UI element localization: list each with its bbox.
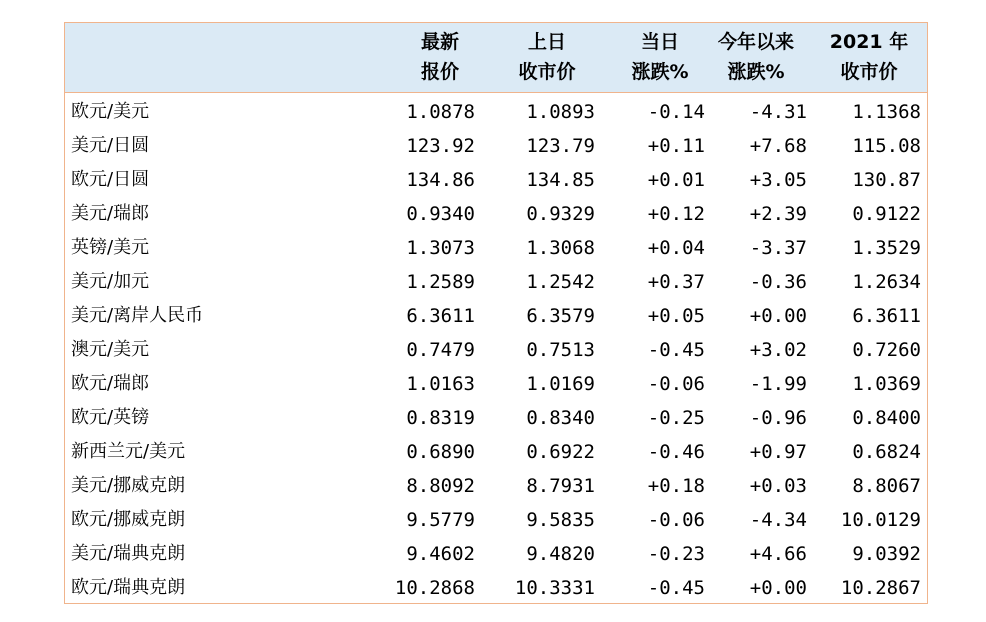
close-2021: 1.0369: [852, 373, 921, 395]
latest-quote: 8.8092: [406, 475, 475, 497]
table-row: [65, 163, 927, 197]
close-2021: 0.6824: [852, 441, 921, 463]
latest-quote: 134.86: [406, 169, 475, 191]
prev-close: 0.9329: [526, 203, 595, 225]
currency-pair: 欧元/美元: [71, 101, 150, 122]
close-2021: 0.7260: [852, 339, 921, 361]
ytd-change: -1.99: [749, 373, 807, 395]
close-2021: 1.1368: [852, 101, 921, 123]
day-change: -0.25: [647, 407, 705, 429]
table-row: [65, 197, 927, 231]
header-line: 收市价: [518, 61, 576, 83]
currency-pair: 美元/加元: [71, 271, 150, 292]
day-change: -0.45: [647, 339, 705, 361]
header-ytd-change: [701, 27, 811, 87]
close-2021: 1.3529: [852, 237, 921, 259]
ytd-change: +0.97: [749, 441, 807, 463]
close-2021: 0.8400: [852, 407, 921, 429]
latest-quote: 1.0878: [406, 101, 475, 123]
header-line: 最新: [420, 31, 459, 53]
day-change: -0.06: [647, 509, 705, 531]
currency-pair: 美元/离岸人民币: [71, 305, 204, 326]
day-change: -0.06: [647, 373, 705, 395]
day-change: +0.18: [647, 475, 705, 497]
close-2021: 130.87: [852, 169, 921, 191]
ytd-change: +4.66: [749, 543, 807, 565]
latest-quote: 9.4602: [406, 543, 475, 565]
currency-pair: 欧元/瑞郎: [71, 373, 150, 394]
ytd-change: +0.03: [749, 475, 807, 497]
table-row: [65, 95, 927, 129]
ytd-change: -0.96: [749, 407, 807, 429]
table-row: [65, 537, 927, 571]
prev-close: 10.3331: [514, 577, 595, 599]
ytd-change: +0.00: [749, 305, 807, 327]
prev-close: 0.6922: [526, 441, 595, 463]
currency-pair: 欧元/日圆: [71, 169, 150, 190]
close-2021: 9.0392: [852, 543, 921, 565]
ytd-change: -0.36: [749, 271, 807, 293]
prev-close: 0.7513: [526, 339, 595, 361]
latest-quote: 1.2589: [406, 271, 475, 293]
header-line: 报价: [420, 61, 459, 83]
currency-pair: 欧元/英镑: [71, 407, 150, 428]
day-change: -0.23: [647, 543, 705, 565]
currency-pair: 英镑/美元: [71, 237, 150, 258]
fx-table: [64, 22, 928, 604]
table-header: [65, 23, 927, 93]
latest-quote: 0.9340: [406, 203, 475, 225]
close-2021: 10.2867: [840, 577, 921, 599]
prev-close: 1.0169: [526, 373, 595, 395]
day-change: +0.37: [647, 271, 705, 293]
header-line: 今年以来: [717, 31, 794, 53]
latest-quote: 0.6890: [406, 441, 475, 463]
day-change: +0.11: [647, 135, 705, 157]
currency-pair: 新西兰元/美元: [71, 441, 186, 462]
header-line: 上日: [527, 31, 566, 53]
table-row: [65, 299, 927, 333]
header-prev-close: [497, 27, 597, 87]
prev-close: 0.8340: [526, 407, 595, 429]
day-change: -0.45: [647, 577, 705, 599]
prev-close: 8.7931: [526, 475, 595, 497]
day-change: +0.12: [647, 203, 705, 225]
day-change: +0.01: [647, 169, 705, 191]
ytd-change: +3.02: [749, 339, 807, 361]
ytd-change: +0.00: [749, 577, 807, 599]
table-row: [65, 367, 927, 401]
header-2021-close: [817, 27, 921, 87]
header-line: 涨跌%: [631, 61, 689, 83]
currency-pair: 欧元/挪威克朗: [71, 509, 186, 530]
latest-quote: 0.7479: [406, 339, 475, 361]
currency-pair: 美元/瑞典克朗: [71, 543, 186, 564]
latest-quote: 123.92: [406, 135, 475, 157]
ytd-change: -4.31: [749, 101, 807, 123]
header-line: 涨跌%: [727, 61, 785, 83]
currency-pair: 欧元/瑞典克朗: [71, 577, 186, 598]
header-line: 2021 年: [829, 31, 909, 53]
header-line: 当日: [640, 31, 679, 53]
table-row: [65, 231, 927, 265]
table-row: [65, 129, 927, 163]
header-day-change: [615, 27, 705, 87]
close-2021: 115.08: [852, 135, 921, 157]
day-change: +0.04: [647, 237, 705, 259]
currency-pair: 美元/挪威克朗: [71, 475, 186, 496]
latest-quote: 6.3611: [406, 305, 475, 327]
close-2021: 8.8067: [852, 475, 921, 497]
latest-quote: 1.0163: [406, 373, 475, 395]
close-2021: 6.3611: [852, 305, 921, 327]
prev-close: 9.4820: [526, 543, 595, 565]
table-row: [65, 265, 927, 299]
header-line: 收市价: [840, 61, 898, 83]
ytd-change: +2.39: [749, 203, 807, 225]
currency-pair: 澳元/美元: [71, 339, 150, 360]
ytd-change: -3.37: [749, 237, 807, 259]
prev-close: 6.3579: [526, 305, 595, 327]
prev-close: 1.2542: [526, 271, 595, 293]
prev-close: 1.0893: [526, 101, 595, 123]
ytd-change: +7.68: [749, 135, 807, 157]
latest-quote: 10.2868: [394, 577, 475, 599]
table-row: [65, 333, 927, 367]
day-change: -0.46: [647, 441, 705, 463]
ytd-change: +3.05: [749, 169, 807, 191]
table-row: [65, 401, 927, 435]
latest-quote: 1.3073: [406, 237, 475, 259]
prev-close: 9.5835: [526, 509, 595, 531]
header-latest-quote: [395, 27, 485, 87]
day-change: +0.05: [647, 305, 705, 327]
currency-pair: 美元/日圆: [71, 135, 150, 156]
currency-pair: 美元/瑞郎: [71, 203, 150, 224]
table-row: [65, 571, 927, 605]
close-2021: 10.0129: [840, 509, 921, 531]
table-row: [65, 503, 927, 537]
table-row: [65, 435, 927, 469]
table-row: [65, 469, 927, 503]
prev-close: 134.85: [526, 169, 595, 191]
prev-close: 123.79: [526, 135, 595, 157]
day-change: -0.14: [647, 101, 705, 123]
close-2021: 0.9122: [852, 203, 921, 225]
ytd-change: -4.34: [749, 509, 807, 531]
latest-quote: 0.8319: [406, 407, 475, 429]
latest-quote: 9.5779: [406, 509, 475, 531]
close-2021: 1.2634: [852, 271, 921, 293]
prev-close: 1.3068: [526, 237, 595, 259]
